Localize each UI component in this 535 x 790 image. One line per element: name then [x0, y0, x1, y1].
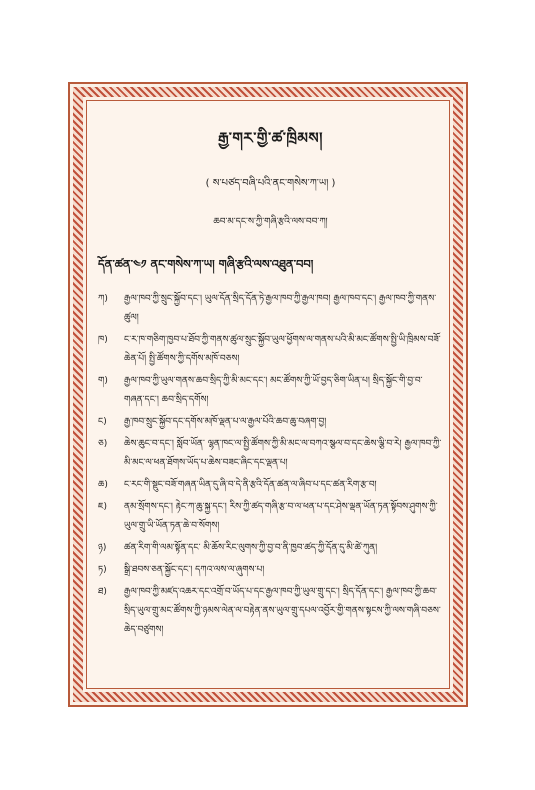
list-item: [98, 372, 443, 410]
item-text: རྒྱལ་ཁབ་ཀྱི་ཡུལ་གནས་ཆབ་སྲིད་ཀྱི་མི་མང་དང་། མང་ཚོགས་ཀྱི་ཡོ་བྱད་ཅིག་ཡིན་པ། སྲིད་སྐྱོང་གི་བྱ་བ་གཞན་དང་། ཆབ་སྲིད་དགོས།: [124, 376, 423, 405]
item-number: ག): [98, 376, 108, 386]
list-item: [98, 583, 443, 640]
item-text: ཆེས་ཆུང་བ་དང་། སློབ་ཡོན་ ལྷན་ཁང་ལ་སྤྱི་ཚོགས་ཀྱི་མི་མང་ལ་བཀའ་སྩལ་བ་དང་ཆེས་ལྕི་བ་རེ། རྒྱལ་ཁབ་ཀྱི་མི་མང་ལ་ཕན་ཐོགས་ཡོད་པ་ཆེས་བཟང་ཞིང་དང་ལྡན་པ།: [124, 439, 442, 468]
item-text: རྒྱལ་ཁབ་ཀྱི་མཛད་འཆར་དང་འགྲོ་བ་ཡོད་པ་དང་རྒྱལ་ཁབ་ཀྱི་ཡུལ་གྲུ་དང་། སྲིད་དོན་དང་། རྒྱལ་ཁབ་ཀྱི་ཆབ་སྲིད་ཡུལ་གྲུ་མང་ཚོགས་ཀྱི་ཉམས་ལེན་ལ་བརྟེན་ནས་ཡུལ་གྲུ་དཔལ་འབྱོར་གྱི་གནས་སྟངས་ཀྱི་ལས་གཞི་བཅས་ཆེད་བཙུགས།: [124, 587, 441, 635]
item-text: རྒྱལ་ཁབ་ཀྱི་སྲུང་སྐྱོབ་དང་། ཡུལ་དོན་སྲིད་དོན་ཏེ་རྒྱལ་ཁབ་ཀྱི་རྒྱལ་ཁབ། རྒྱལ་ཁབ་དང་། རྒྱལ་ཁབ་ཀྱི་གནས་ཚུལ།: [124, 294, 437, 323]
item-number: ང): [98, 417, 107, 427]
section-heading: དོན་ཚན་༤༡ ནང་གསེས་ཀ་ཡ། གཞི་རྩའི་ལས་འཐུན་བབ།: [98, 257, 314, 271]
item-number: ཆ): [98, 480, 108, 490]
list-item: [98, 331, 443, 369]
list-item: [98, 561, 443, 580]
list-item: [98, 476, 443, 495]
list-item: [98, 290, 443, 328]
list-item: [98, 539, 443, 558]
item-number: ཇ): [98, 502, 108, 512]
list-item: [98, 435, 443, 473]
document-subtitle: ( ས་པཙད་བཞི་པའི་ནང་གསེས་ཀ་ཡ། ): [205, 178, 336, 189]
list-item: [98, 498, 443, 536]
document-content: [98, 122, 443, 643]
item-number: ཏ): [98, 565, 107, 575]
item-text: ང་ར་ཁ་གཅིག་ཁྱབ་པ་ཐོབ་ཀྱི་གནས་ཚུལ་སྲུང་སྐྱོབ་ཡུལ་ཕྱོགས་ལ་གནས་པའི་མི་མང་ཚོགས་སྤྱི་ཡི་ཁྲིམས་བཟོ་ཆེན་པོ། སྤྱི་ཚོགས་ཀྱི་དགོས་མཁོ་བཅས།: [124, 335, 441, 364]
item-text: ང་རང་གི་སྡུང་བཟོ་གཞན་ཡིན་དུ་ཞི་བ་དེ་ནི་རྩའི་དོན་ཚན་ལ་ཞིབ་པ་དང་ཚན་རིག་རྩ་བ།: [124, 480, 377, 490]
item-text: ནམ་སྲོགས་དང་། རྟེང་ཀ་ཆུ་སྐྱ་དང་། རིས་ཀྱི་ཚད་གཞི་རྩ་བ་ལ་ཕན་པ་དང་ཤེས་ལྡན་ཡོན་ཏན་སྟོབས་ཤུགས་ཀྱི་ཡུལ་གྲུ་ཡི་ཡོན་ཏན་ཆེ་བ་སོགས།: [124, 502, 438, 531]
document-frame: [68, 82, 468, 707]
item-number: ཉ): [98, 543, 107, 553]
item-list: [98, 290, 443, 640]
item-number: ཅ): [98, 439, 108, 449]
item-text: ཚན་རིག་གི་ལམ་སྟོན་དང་ མི་ཆོས་རིང་ལུགས་ཀྱི་བྱ་བ་ནི་ཁྱབ་ཚད་ཀྱི་དོན་དུ་མི་ཚེ་ཀུན།: [124, 543, 378, 553]
list-item: [98, 413, 443, 432]
item-text: རྒྱ་ཁབ་སྲུང་སྐྱོབ་དང་དགོས་མཁོ་ལྡན་པ་ལ་རྒྱལ་པོའི་ཆབ་ཆུ་བཞག་བྱ།: [124, 417, 327, 427]
item-number: ཁ): [98, 335, 108, 345]
document-title: རྒྱ་གར་གྱི་ཚ་ཁྲིམས།: [218, 129, 323, 147]
item-number: ཐ): [98, 587, 107, 597]
item-text: སྒྲི་ཐབས་ཅན་སྐྱོང་དང་། དཀའ་ལས་ལ་ཞུགས་པ།: [124, 565, 265, 575]
document-dedication: ཆབ་མ་དང་ས་ཀྱི་གཞི་རྩའི་ལས་བབ་ཀ།: [213, 217, 328, 227]
item-number: ཀ): [98, 294, 108, 304]
